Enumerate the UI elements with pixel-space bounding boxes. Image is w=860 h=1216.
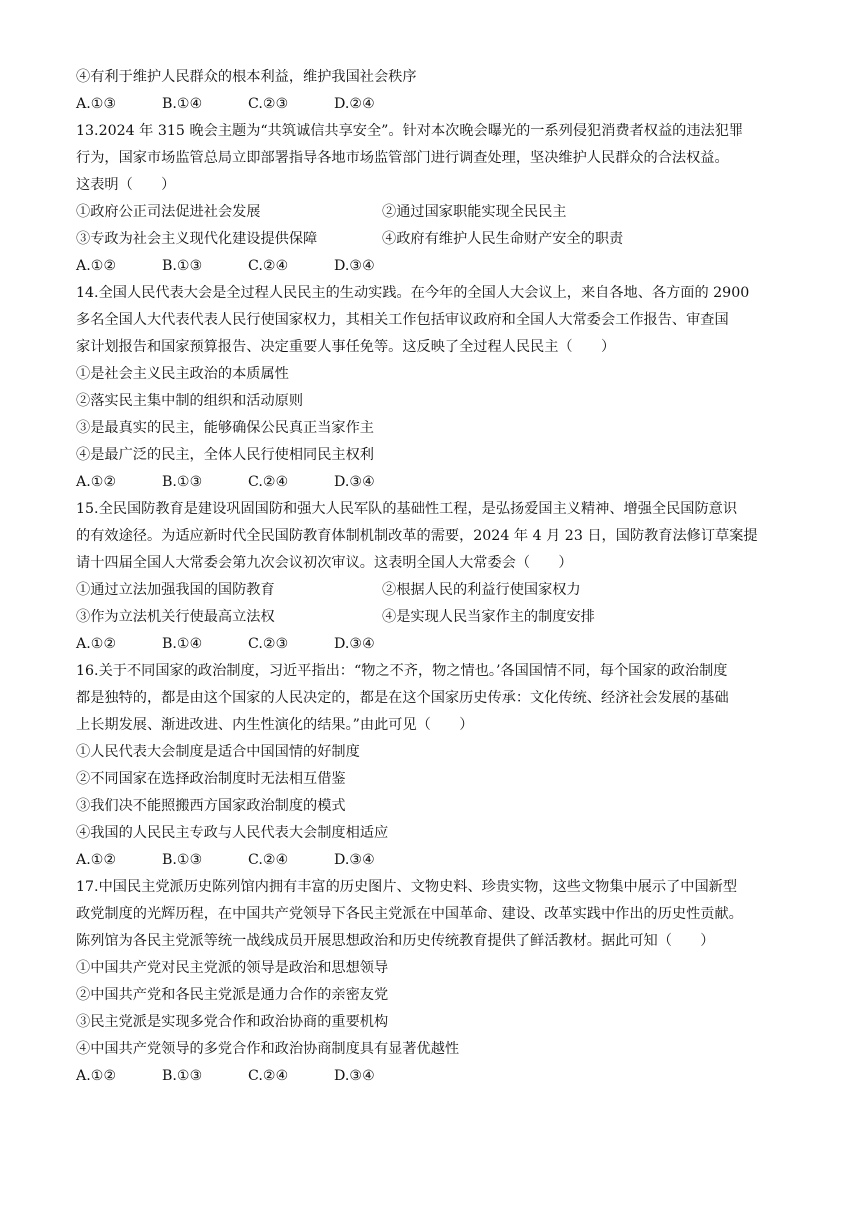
choice-c: C.②③ [248, 96, 289, 112]
option-3: ③专政为社会主义现代化建设提供保障 [76, 231, 318, 247]
question-14 [76, 280, 796, 496]
option-3: ③是最真实的民主，能够确保公民真正当家作主 [76, 420, 374, 436]
question-stem-line: 这表明（ ） [76, 177, 176, 193]
choice-c: C.②④ [248, 474, 289, 490]
question-stem-line: 14.全国人民代表大会是全过程人民民主的生动实践。在今年的全国人大会议上，来自各地、各方面的 2900 [76, 285, 750, 301]
option-1: ①通过立法加强我国的国防教育 [76, 582, 275, 598]
question-stem-line: 16.关于不同国家的政治制度，习近平指出：“物之不齐，物之情也。’各国国情不同，每个国家的政治制度 [76, 663, 728, 679]
choice-c: C.②④ [248, 852, 289, 868]
choice-a: A.①② [76, 258, 117, 274]
option-3: ③作为立法机关行使最高立法权 [76, 609, 275, 625]
answer-choices [76, 91, 796, 118]
question-stem-line: 13.2024 年 315 晚会主题为“共筑诚信共享安全”。针对本次晚会曝光的一系列侵犯消费者权益的违法犯罪 [76, 123, 744, 139]
choice-c: C.②④ [248, 258, 289, 274]
option-1: ①是社会主义民主政治的本质属性 [76, 366, 289, 382]
answer-choices [76, 847, 796, 874]
answer-choices [76, 1063, 796, 1090]
options-row [76, 226, 796, 253]
option-4: ④是最广泛的民主，全体人民行使相同民主权利 [76, 447, 374, 463]
option-1: ①中国共产党对民主党派的领导是政治和思想领导 [76, 960, 389, 976]
options-row [76, 604, 796, 631]
answer-choices [76, 631, 796, 658]
question-stem-line: 17.中国民主党派历史陈列馆内拥有丰富的历史图片、文物史料、珍贵实物，这些文物集中展示了中国新型 [76, 879, 738, 895]
choice-b: B.①③ [162, 474, 203, 490]
option-4: ④有利于维护人民群众的根本利益，维护我国社会秩序 [76, 69, 417, 85]
option-1: ①政府公正司法促进社会发展 [76, 204, 261, 220]
question-stem-line: 行为，国家市场监管总局立即部署指导各地市场监管部门进行调查处理，坚决维护人民群众的合法权益。 [76, 150, 729, 166]
choice-d: D.③④ [334, 258, 375, 274]
question-stem-line: 上长期发展、渐进改进、内生性演化的结果。”由此可见（ ） [76, 717, 474, 733]
question-stem-line: 的有效途径。为适应新时代全民国防教育体制机制改革的需要，2024 年 4 月 23 日，国防教育法修订草案提 [76, 528, 758, 544]
answer-choices [76, 253, 796, 280]
answer-choices [76, 469, 796, 496]
choice-d: D.③④ [334, 1068, 375, 1084]
choice-c: C.②④ [248, 1068, 289, 1084]
choice-b: B.①④ [162, 96, 203, 112]
choice-d: D.③④ [334, 636, 375, 652]
option-2: ②通过国家职能实现全民民主 [382, 204, 567, 220]
option-2: ②不同国家在选择政治制度时无法相互借鉴 [76, 771, 346, 787]
choice-d: D.③④ [334, 852, 375, 868]
option-1: ①人民代表大会制度是适合中国国情的好制度 [76, 744, 360, 760]
option-2: ②落实民主集中制的组织和活动原则 [76, 393, 304, 409]
question-stem-line: 请十四届全国人大常委会第九次会议初次审议。这表明全国人大常委会（ ） [76, 555, 573, 571]
choice-a: A.①② [76, 1068, 117, 1084]
options-row [76, 199, 796, 226]
question-stem-line: 政党制度的光辉历程，在中国共产党领导下各民主党派在中国革命、建设、改革实践中作出的历史性贡献。 [76, 906, 743, 922]
option-4: ④中国共产党领导的多党合作和政治协商制度具有显著优越性 [76, 1041, 460, 1057]
choice-d: D.③④ [334, 474, 375, 490]
options-row [76, 577, 796, 604]
question-stem-line: 家计划报告和国家预算报告、决定重要人事任免等。这反映了全过程人民民主（ ） [76, 339, 616, 355]
option-4: ④政府有维护人民生命财产安全的职责 [382, 231, 624, 247]
option-2: ②根据人民的利益行使国家权力 [382, 582, 581, 598]
question-stem-line: 多名全国人大代表代表人民行使国家权力，其相关工作包括审议政府和全国人大常委会工作报告、审查国 [76, 312, 729, 328]
choice-a: A.①② [76, 474, 117, 490]
question-16 [76, 658, 796, 874]
option-3: ③我们决不能照搬西方国家政治制度的模式 [76, 798, 346, 814]
question-15 [76, 496, 796, 658]
exam-content [76, 64, 796, 1090]
choice-b: B.①③ [162, 1068, 203, 1084]
choice-c: C.②③ [248, 636, 289, 652]
question-17 [76, 874, 796, 1090]
choice-d: D.②④ [334, 96, 375, 112]
option-2: ②中国共产党和各民主党派是通力合作的亲密友党 [76, 987, 389, 1003]
option-4: ④我国的人民民主专政与人民代表大会制度相适应 [76, 825, 389, 841]
question-stem-line: 都是独特的，都是由这个国家的人民决定的，都是在这个国家历史传承：文化传统、经济社会发展的基础 [76, 690, 729, 706]
choice-a: A.①② [76, 852, 117, 868]
choice-a: A.①③ [76, 96, 117, 112]
question-13 [76, 118, 796, 280]
question-stem-line: 15.全民国防教育是建设巩固国防和强大人民军队的基础性工程，是弘扬爱国主义精神、增强全民国防意识 [76, 501, 738, 517]
option-4: ④是实现人民当家作主的制度安排 [382, 609, 595, 625]
option-3: ③民主党派是实现多党合作和政治协商的重要机构 [76, 1014, 389, 1030]
choice-b: B.①③ [162, 852, 203, 868]
choice-b: B.①④ [162, 636, 203, 652]
choice-b: B.①③ [162, 258, 203, 274]
question-stem-line: 陈列馆为各民主党派等统一战线成员开展思想政治和历史传统教育提供了鲜活教材。据此可知（ ） [76, 933, 715, 949]
choice-a: A.①② [76, 636, 117, 652]
